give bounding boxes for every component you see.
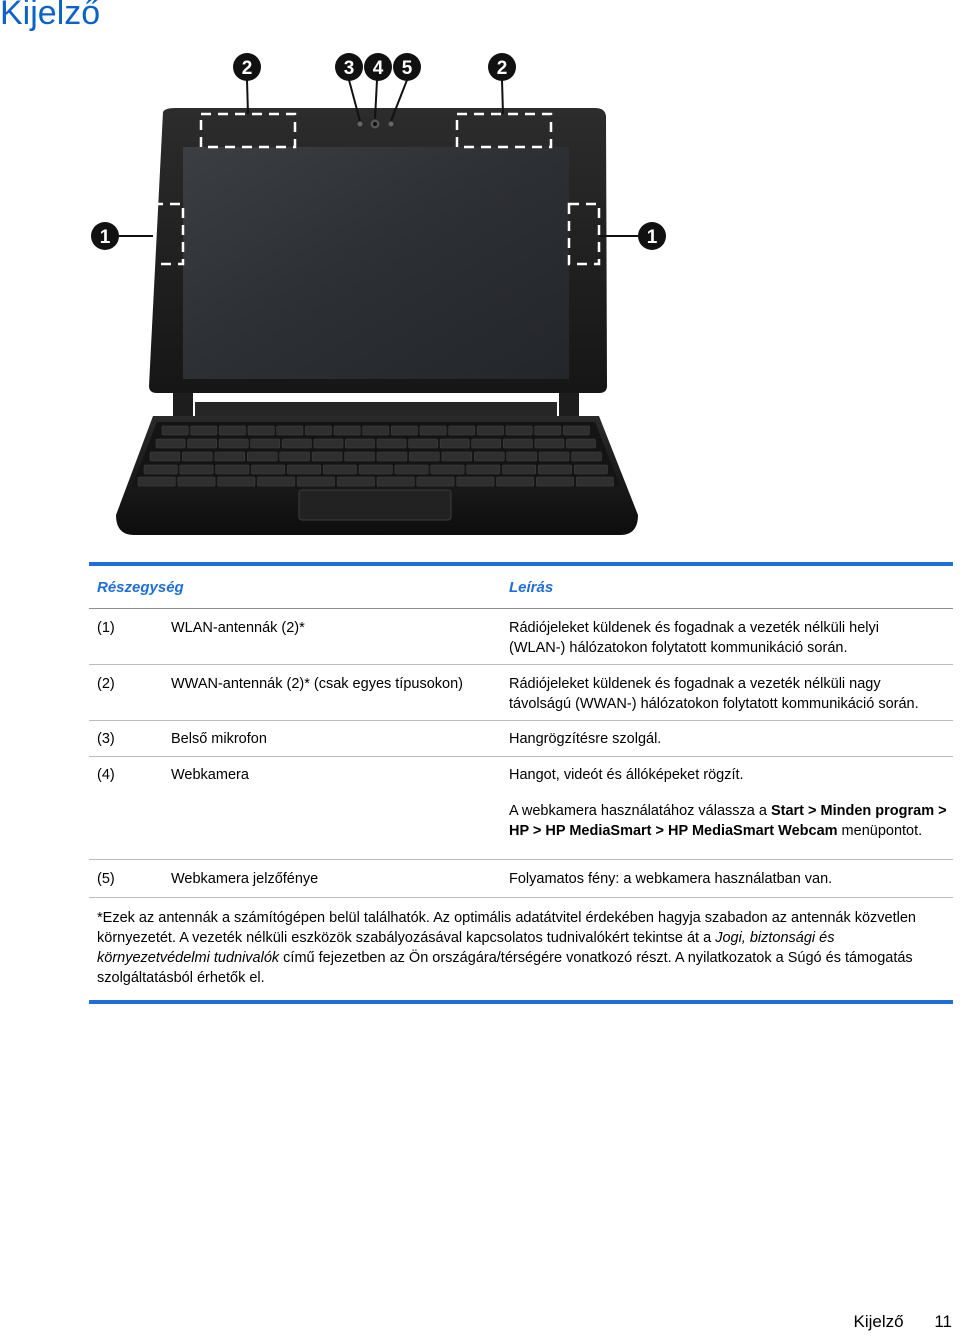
callout-1-left	[91, 222, 119, 250]
table-row-4	[89, 757, 953, 860]
page-title: Kijelző	[0, 0, 101, 32]
row-component: WWAN-antennák (2)* (csak egyes típusokon)	[171, 676, 463, 692]
row-number: (1)	[97, 620, 115, 636]
row-description: Rádiójeleket küldenek és fogadnak a vezeték nélküli helyi (WLAN-) hálózatokon folytatott kommunikáció során.	[509, 620, 879, 656]
row-component: Webkamera jelzőfénye	[171, 871, 319, 887]
row-description: Hangrögzítésre szolgál.	[509, 731, 662, 747]
callout-3	[335, 53, 363, 81]
footnote-document-title: Jogi, biztonsági és környezetvédelmi tudnivalók	[97, 930, 835, 966]
menu-path: Start > Minden program > HP > HP MediaSmart > HP MediaSmart Webcam	[509, 803, 947, 839]
display-screen	[183, 147, 569, 379]
row-description: Folyamatos fény: a webkamera használatban van.	[509, 871, 833, 887]
row-number: (2)	[97, 676, 115, 692]
table-row-1	[89, 609, 953, 665]
row-number: (3)	[97, 731, 115, 747]
column-header-description: Leírás	[509, 579, 554, 596]
svg-text:2: 2	[241, 58, 253, 79]
table-row-3	[89, 721, 953, 757]
row-description: Rádiójeleket küldenek és fogadnak a vezeték nélküli nagy távolságú (WWAN-) hálózatokon folytatott kommunikáció során.	[509, 676, 919, 712]
page-number: 11	[934, 1312, 952, 1331]
row-number: (4)	[97, 767, 115, 783]
row-component: Webkamera	[171, 767, 249, 783]
callout-5	[393, 53, 421, 81]
row-description: Hangot, videót és állóképeket rögzít. A webkamera használatához válassza a Start > Minden program > HP > HP MediaSmart > HP MediaSmart Webcam menüpontot.	[509, 767, 947, 839]
row-component: Belső mikrofon	[171, 731, 267, 747]
table-footnote: *Ezek az antennák a számítógépen belül találhatók. Az optimális adatátvitel érdekében hagyja szabadon az antennák közvetlen környezetét. A vezeték nélküli eszközök szabályozásával kapcsolatos tudnivalókért tekintse át a Jogi, biztonsági és környezetvédelmi tudnivalók című fejezetben az Ön országára/térségére vonatkozó részt. A nyilatkozatok a Súgó és támogatás szolgáltatásból érhetők el.	[97, 910, 916, 986]
callout-2-right	[488, 53, 516, 81]
table-row-2	[89, 665, 953, 721]
footer-section-title: Kijelző	[853, 1312, 904, 1331]
component-table	[89, 562, 953, 1004]
row-number: (5)	[97, 871, 115, 887]
laptop-display-illustration	[85, 50, 685, 550]
svg-text:3: 3	[343, 58, 355, 79]
callout-2-left	[233, 53, 261, 81]
row-component: WLAN-antennák (2)*	[171, 620, 305, 636]
table-row-5	[89, 860, 953, 898]
column-header-component: Részegység	[97, 579, 184, 596]
callout-1-right	[638, 222, 666, 250]
table-header-row	[89, 566, 953, 609]
svg-text:1: 1	[646, 227, 658, 248]
callout-4	[364, 53, 392, 81]
svg-text:1: 1	[99, 227, 111, 248]
svg-text:5: 5	[401, 58, 413, 79]
page-footer	[854, 1312, 952, 1332]
svg-text:4: 4	[372, 58, 384, 79]
webcam-usage-prefix: A webkamera használatához válassza a	[509, 803, 771, 819]
webcam-usage-suffix: menüpontot.	[837, 823, 923, 839]
touchpad	[299, 490, 451, 520]
svg-text:2: 2	[496, 58, 508, 79]
table-bottom-rule	[89, 1000, 953, 1004]
